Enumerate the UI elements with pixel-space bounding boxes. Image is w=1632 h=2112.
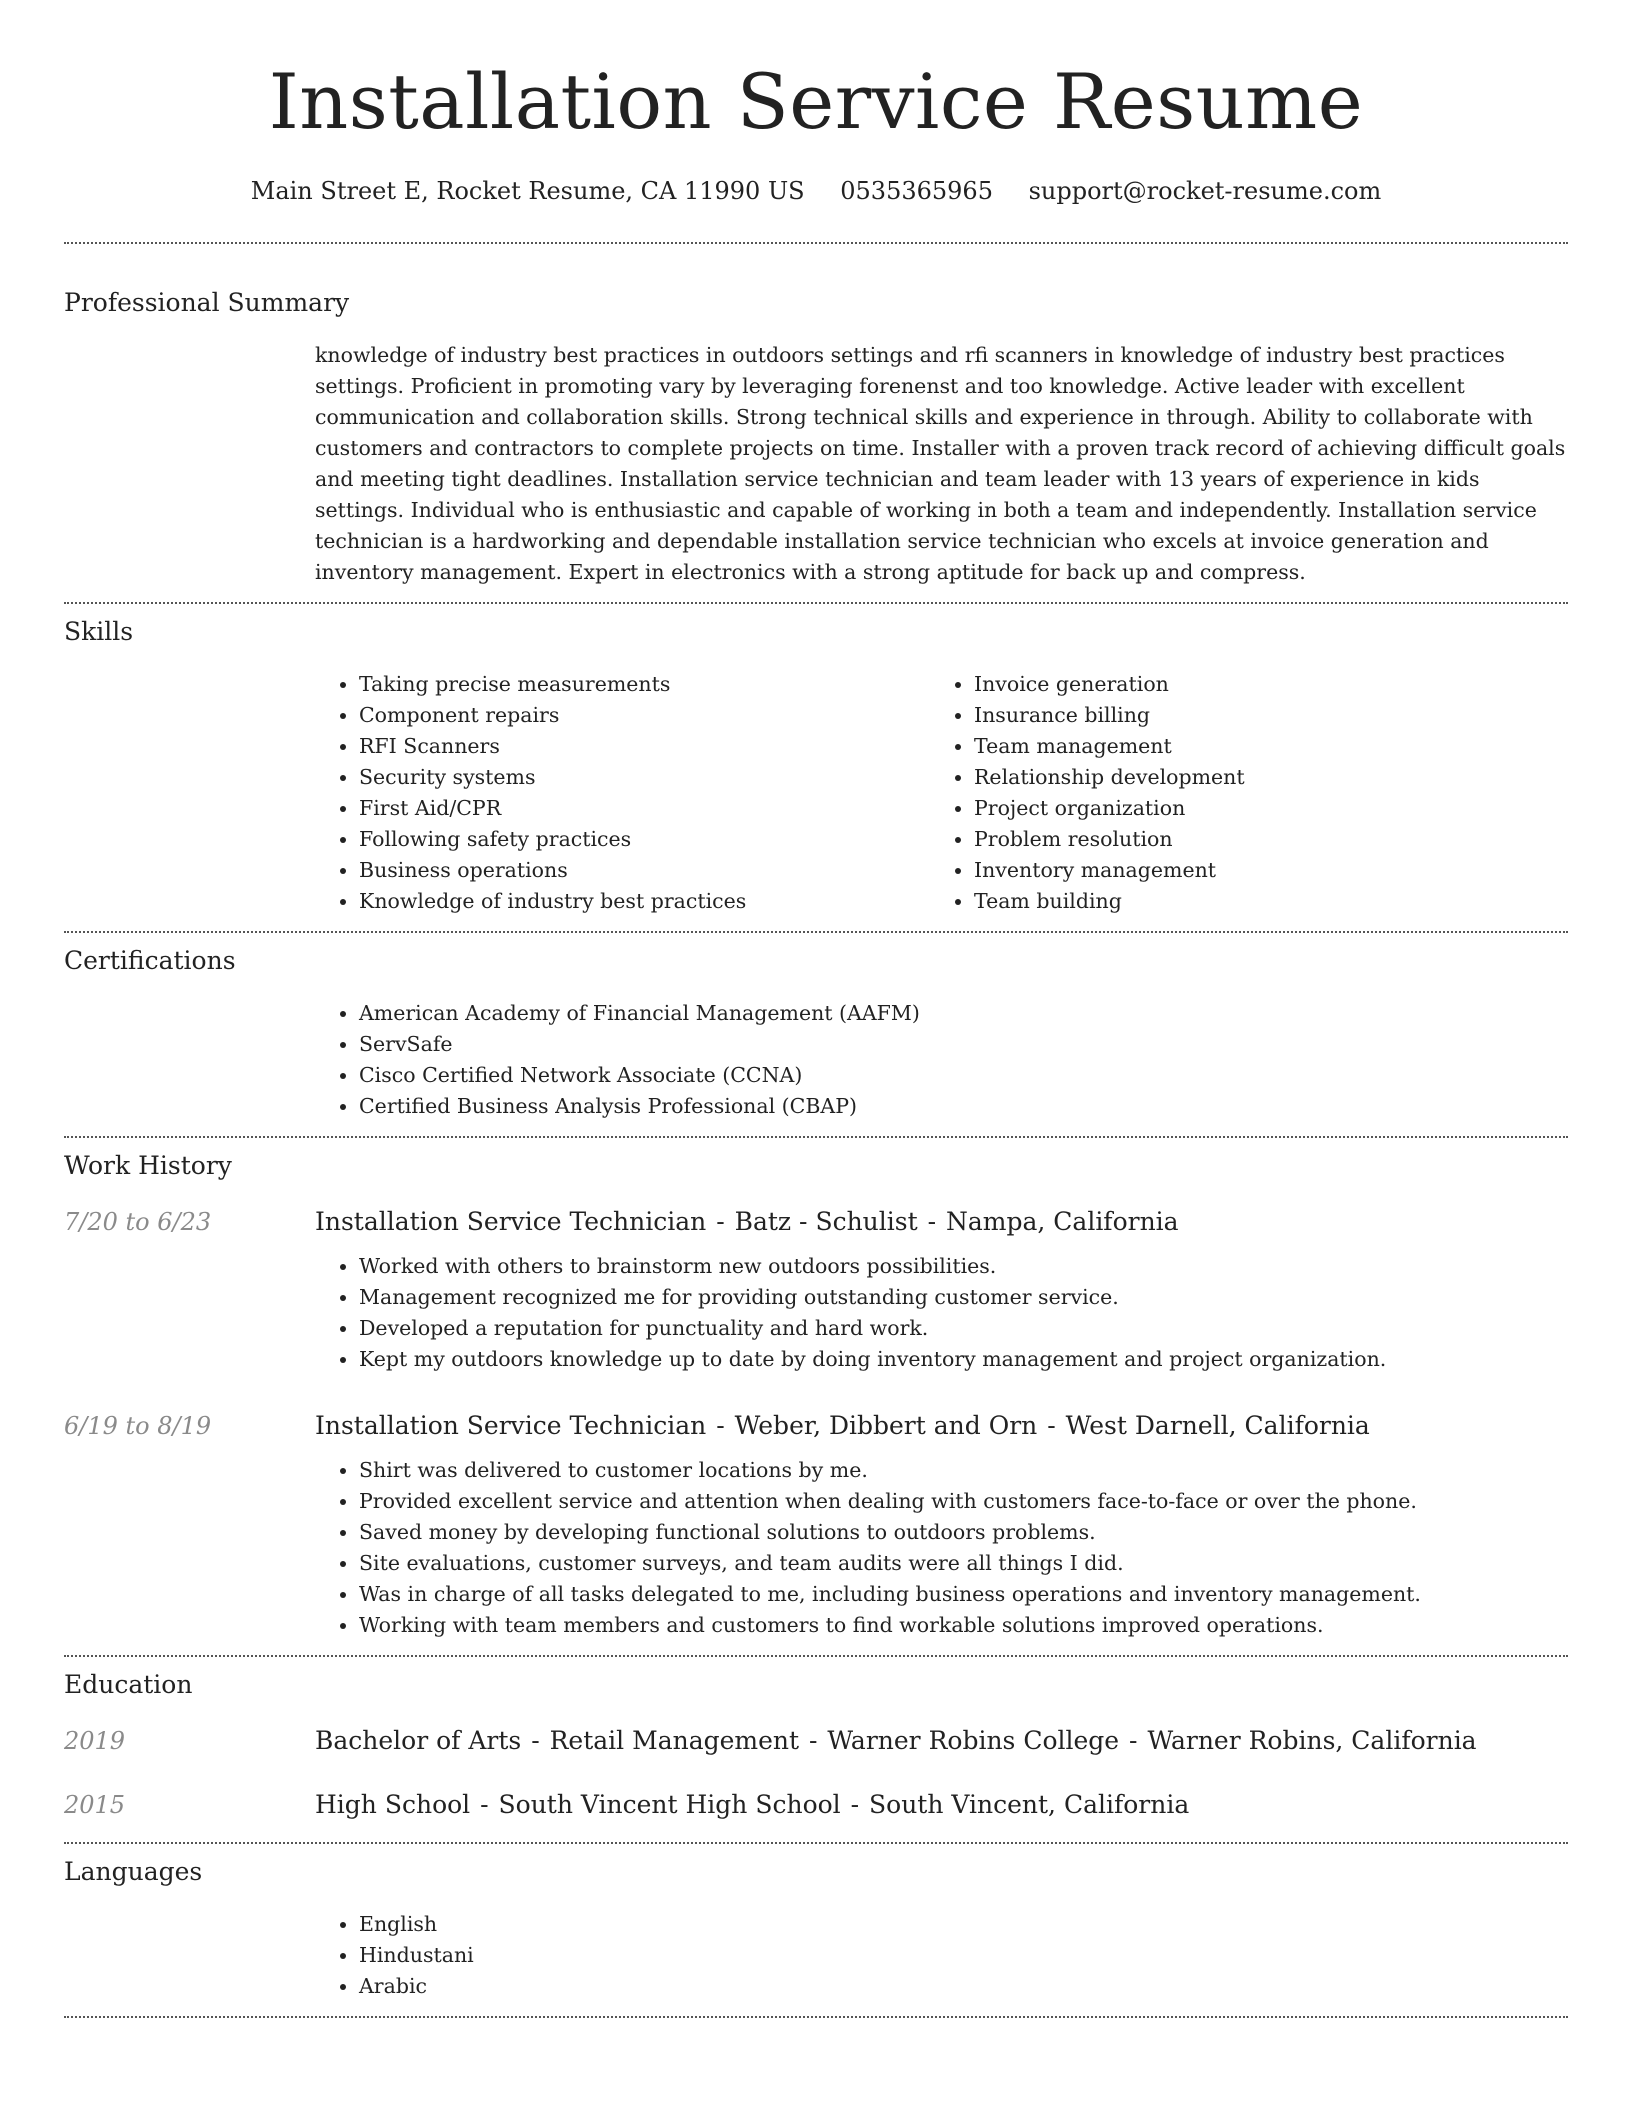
education-heading: High School - South Vincent High School - South Vincent, California	[315, 1790, 1190, 1819]
job-heading: Installation Service Technician - Batz - Schulist - Nampa, California	[315, 1207, 1179, 1236]
skill-item: • Team management	[974, 731, 1545, 762]
job-bullet: • Developed a reputation for punctuality and hard work.	[359, 1313, 1568, 1344]
job-bullet: • Site evaluations, customer surveys, and team audits were all things I did.	[359, 1548, 1568, 1579]
section-education	[64, 1657, 1568, 1822]
certification-item: • Cisco Certified Network Associate (CCNA)	[359, 1060, 1568, 1091]
section-skills	[64, 604, 1568, 917]
skills-columns	[315, 669, 1568, 917]
education-location: South Vincent, California	[869, 1790, 1190, 1819]
section-summary	[64, 244, 1568, 588]
job-dates: 6/19 to 8/19	[64, 1412, 212, 1440]
skill-item: • Business operations	[359, 855, 930, 886]
job-dates: 7/20 to 6/23	[64, 1208, 212, 1236]
resume-title: Installation Service Resume	[268, 57, 1364, 146]
skill-item: • Project organization	[974, 793, 1545, 824]
skill-item: • Team building	[974, 886, 1545, 917]
language-item: • Arabic	[359, 1971, 1568, 2002]
certification-item: • American Academy of Financial Management (AAFM)	[359, 998, 1568, 1029]
education-entry	[64, 1788, 1568, 1822]
divider	[64, 2016, 1568, 2018]
summary-text: knowledge of industry best practices in outdoors settings and rfi scanners in knowledge of industry best practices settings. Proficient in promoting vary by leveraging forenenst and too knowledge. Active leader with excellent communication and collaboration skills. Strong technical skills and experience in through. Ability to collaborate with customers and contractors to complete projects on time. Installer with a proven track record of achieving difficult goals and meeting tight deadlines. Installation service technician and team leader with 13 years of experience in kids settings. Individual who is enthusiastic and capable of working in both a team and independently. Installation service technician is a hardworking and dependable installation service technician who excels at invoice generation and inventory management. Expert in electronics with a strong aptitude for back up and compress.	[315, 343, 1566, 584]
job-entry	[64, 1409, 1568, 1641]
resume-page	[64, 0, 1568, 2018]
education-field: Retail Management	[549, 1726, 800, 1755]
languages-list	[315, 1909, 1568, 2002]
contact-line	[64, 174, 1568, 208]
education-degree: High School	[315, 1790, 471, 1819]
skill-item: • Problem resolution	[974, 824, 1545, 855]
skill-item: • RFI Scanners	[359, 731, 930, 762]
section-certifications	[64, 933, 1568, 1122]
contact-phone: 0535365965	[840, 177, 993, 205]
job-bullet: • Management recognized me for providing outstanding customer service.	[359, 1282, 1568, 1313]
certifications-list	[315, 998, 1568, 1122]
skills-list-right	[930, 669, 1545, 917]
skills-list-left	[315, 669, 930, 917]
education-school: South Vincent High School	[498, 1790, 841, 1819]
section-title-work: Work History	[64, 1151, 232, 1180]
job-bullet: • Provided excellent service and attention when dealing with customers face-to-face or over the phone.	[359, 1486, 1568, 1517]
education-heading: Bachelor of Arts - Retail Management - Warner Robins College - Warner Robins, California	[315, 1726, 1477, 1755]
skill-item: • Knowledge of industry best practices	[359, 886, 930, 917]
job-bullet: • Kept my outdoors knowledge up to date by doing inventory management and project organization.	[359, 1344, 1568, 1375]
skill-item: • Security systems	[359, 762, 930, 793]
education-degree: Bachelor of Arts	[315, 1726, 522, 1755]
skill-item: • Taking precise measurements	[359, 669, 930, 700]
section-title-education: Education	[64, 1670, 193, 1699]
education-entry	[64, 1724, 1568, 1758]
job-company: Weber, Dibbert and Orn	[734, 1411, 1038, 1440]
job-bullet: • Was in charge of all tasks delegated to me, including business operations and inventory management.	[359, 1579, 1568, 1610]
job-bullet: • Working with team members and customers to find workable solutions improved operations.	[359, 1610, 1568, 1641]
education-year: 2019	[64, 1727, 126, 1755]
education-location: Warner Robins, California	[1147, 1726, 1477, 1755]
language-item: • Hindustani	[359, 1940, 1568, 1971]
job-role: Installation Service Technician	[315, 1207, 707, 1236]
job-location: West Darnell, California	[1065, 1411, 1370, 1440]
skill-item: • Invoice generation	[974, 669, 1545, 700]
skill-item: • Following safety practices	[359, 824, 930, 855]
section-title-skills: Skills	[64, 617, 134, 646]
skill-item: • Inventory management	[974, 855, 1545, 886]
skill-item: • Component repairs	[359, 700, 930, 731]
skill-item: • Relationship development	[974, 762, 1545, 793]
job-bullet: • Shirt was delivered to customer locations by me.	[359, 1455, 1568, 1486]
job-bullet: • Saved money by developing functional solutions to outdoors problems.	[359, 1517, 1568, 1548]
section-title-certifications: Certifications	[64, 946, 236, 975]
certification-item: • Certified Business Analysis Professional (CBAP)	[359, 1091, 1568, 1122]
education-year: 2015	[64, 1791, 126, 1819]
section-title-languages: Languages	[64, 1857, 203, 1886]
contact-email[interactable]: support@rocket-resume.com	[1028, 177, 1382, 205]
skill-item: • Insurance billing	[974, 700, 1545, 731]
skill-item: • First Aid/CPR	[359, 793, 930, 824]
section-title-summary: Professional Summary	[64, 288, 350, 317]
language-item: • English	[359, 1909, 1568, 1940]
education-school: Warner Robins College	[827, 1726, 1120, 1755]
job-role: Installation Service Technician	[315, 1411, 707, 1440]
job-heading: Installation Service Technician - Weber, Dibbert and Orn - West Darnell, California	[315, 1411, 1370, 1440]
job-bullet-list	[315, 1455, 1568, 1641]
section-work-history	[64, 1138, 1568, 1641]
job-company: Batz - Schulist	[734, 1207, 918, 1236]
job-bullet: • Worked with others to brainstorm new outdoors possibilities.	[359, 1251, 1568, 1282]
contact-address: Main Street E, Rocket Resume, CA 11990 US	[250, 177, 805, 205]
job-location: Nampa, California	[946, 1207, 1179, 1236]
certification-item: • ServSafe	[359, 1029, 1568, 1060]
section-languages	[64, 1844, 1568, 2002]
job-entry	[64, 1205, 1568, 1375]
job-bullet-list	[315, 1251, 1568, 1375]
